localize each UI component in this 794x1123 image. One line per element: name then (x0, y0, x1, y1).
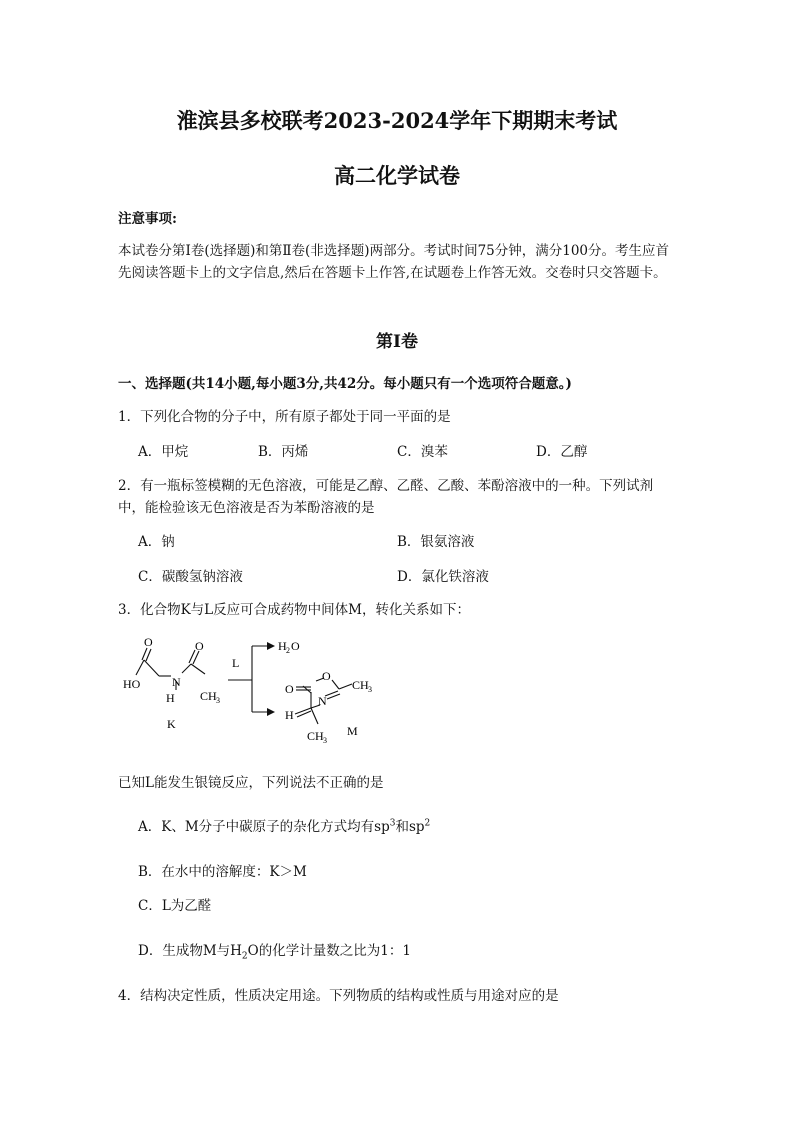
notice-text: 本试卷分第Ⅰ卷(选择题)和第Ⅱ卷(非选择题)两部分。考试时间75分钟，满分100分。考生应首先阅读答题卡上的文字信息,然后在答题卡上作答,在试题卷上作答无效。交卷时只交答题卡。 (118, 243, 670, 281)
byproduct-sub: 2 (286, 646, 290, 655)
q3-option-a-pre: A．K、M分子中碳原子的杂化方式均有sp (138, 819, 390, 835)
q3-option-d-post: O的化学计量数之比为1：1 (247, 943, 411, 959)
m-ch3: CH (352, 678, 369, 692)
q3-option-d-pre: D．生成物M与H (138, 943, 242, 959)
q3-option-a-sup1: 3 (389, 818, 396, 829)
q1-option-c: C．溴苯 (397, 444, 448, 460)
m-label: M (347, 724, 358, 738)
byproduct-h: H (278, 639, 287, 653)
q3-option-d (138, 939, 411, 962)
q1-option-a: A．甲烷 (138, 444, 189, 460)
m-h: H (285, 708, 294, 722)
q2-option-a: A．钠 (138, 534, 175, 550)
exam-title: 淮滨县多校联考2023-2024学年下期期末考试 (176, 108, 618, 133)
q3-option-a-sup2: 2 (424, 818, 431, 829)
k-o1: O (144, 635, 153, 649)
section-heading: 第Ⅰ卷 (376, 332, 418, 352)
byproduct-o: O (291, 639, 300, 653)
m-o-carbonyl: O (285, 682, 294, 696)
q2-option-b: B．银氨溶液 (397, 534, 475, 550)
q4-stem: 4．结构决定性质，性质决定用途。下列物质的结构或性质与用途对应的是 (118, 988, 559, 1004)
q3-known: 已知L能发生银镜反应，下列说法不正确的是 (118, 775, 384, 791)
reaction-scheme (115, 630, 415, 750)
m-o-ring: O (322, 669, 331, 683)
q1-option-b: B．丙烯 (258, 444, 309, 460)
q3-stem: 3．化合物K与L反应可合成药物中间体M，转化关系如下： (118, 602, 470, 618)
k-n: N (172, 675, 181, 689)
m-ch3b: CH (307, 729, 324, 743)
q2-option-d: D．氯化铁溶液 (397, 569, 489, 585)
q2-stem-line1: 2．有一瓶标签模糊的无色溶液，可能是乙醇、乙醛、乙酸、苯酚溶液中的一种。下列试剂 (118, 478, 654, 494)
q1-stem: 1．下列化合物的分子中，所有原子都处于同一平面的是 (118, 409, 451, 425)
q2-stem-line2: 中，能检验该无色溶液是否为苯酚溶液的是 (118, 500, 375, 516)
q3-option-b: B．在水中的溶解度：K＞M (138, 864, 307, 880)
k-ch3: CH (200, 689, 217, 703)
q2-option-c: C．碳酸氢钠溶液 (138, 569, 243, 585)
m-ch3b-sub: 3 (323, 736, 327, 745)
q1-option-d: D．乙醇 (536, 444, 588, 460)
k-h: H (166, 691, 175, 705)
q3-option-d-sub: 2 (241, 951, 248, 962)
reagent-label: L (232, 656, 240, 670)
notice-label: 注意事项: (118, 211, 177, 227)
q3-option-a (138, 815, 430, 835)
m-ch3-sub: 3 (368, 685, 372, 694)
k-label: K (167, 717, 176, 731)
k-ho: HO (123, 677, 141, 691)
q3-option-a-mid: 和sp (395, 819, 425, 835)
m-n: N (318, 694, 327, 708)
part-heading: 一、选择题(共14小题,每小题3分,共42分。每小题只有一个选项符合题意。) (118, 376, 572, 392)
k-o2: O (195, 639, 204, 653)
q3-option-c: C．L为乙醛 (138, 898, 212, 914)
k-ch3-sub: 3 (216, 696, 220, 705)
exam-subtitle: 高二化学试卷 (334, 163, 460, 188)
